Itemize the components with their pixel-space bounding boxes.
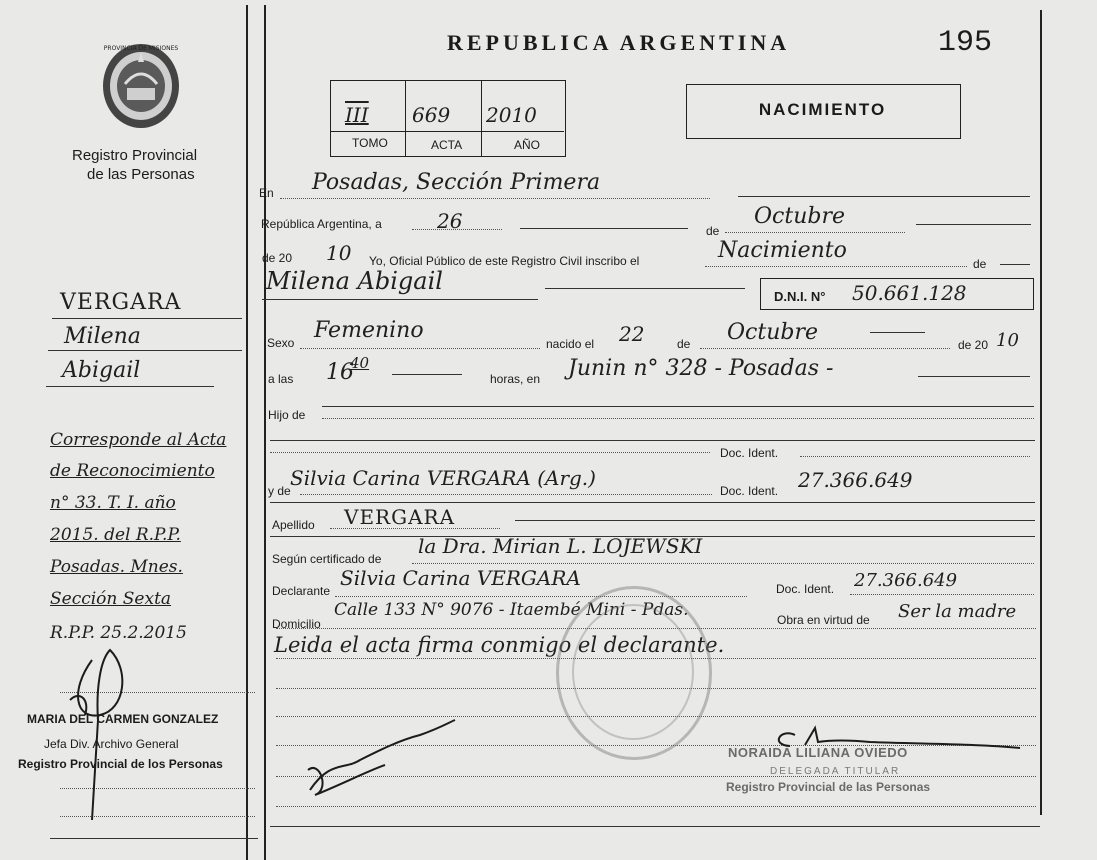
label-docident3: Doc. Ident. [776,582,835,596]
label-de: de [706,224,720,238]
value-place: Posadas, Sección Primera [312,170,601,195]
value-year: 10 [326,241,352,265]
acta-label: ACTA [431,138,463,152]
label-domicilio: Domicilio [272,617,321,631]
seal-text: PROVINCIA DE MISIONES [103,45,179,52]
value-inscribe: Nacimiento [718,238,847,263]
value-madre: Silvia Carina VERGARA (Arg.) [290,466,596,490]
officer-signature-icon [779,728,1020,748]
declarant-signature-icon [308,720,455,795]
registry-name-line2: de las Personas [87,166,195,183]
margin-note-line: R.P.P. 25.2.2015 [50,623,187,643]
label-de20: de 20 [262,251,293,265]
value-madre-doc: 27.366.649 [798,468,913,492]
value-domicilio: Calle 133 N° 9076 - Itaembé Mini - Pdas. [334,600,689,620]
tomo-value: III [345,103,369,127]
value-month: Octubre [754,204,845,229]
value-dni: 50.661.128 [852,281,967,305]
value-leida: Leida el acta firma conmigo el declarante. [274,633,725,657]
label-docident1: Doc. Ident. [720,446,779,460]
registry-name-line1: Registro Provincial [72,147,198,164]
margin-signature-icon [70,650,122,820]
margin-official-name: MARIA DEL CARMEN GONZALEZ [27,712,219,726]
label-hijo: Hijo de [268,408,306,422]
margin-note-line: Posadas. Mnes. [50,557,183,577]
officer-title: DELEGADA TITULAR [770,766,901,777]
value-day: 26 [437,209,463,233]
acta-value: 669 [412,103,451,127]
label-sexo: Sexo [267,336,295,350]
label-de-b: de [973,257,987,271]
value-declarante-doc: 27.366.649 [854,570,958,591]
anio-label: AÑO [514,138,541,152]
margin-note-line: de Reconocimiento [50,461,215,481]
tomo-label: TOMO [352,136,388,150]
value-lugar: Junin n° 328 - Posadas - [568,356,834,381]
margin-note-line: 2015. del R.P.P. [50,525,181,545]
value-obra: Ser la madre [898,601,1017,622]
anio-value: 2010 [486,103,537,127]
label-obra: Obra en virtud de [777,613,870,627]
label-de201: de 20 [958,338,989,352]
margin-note-line: n° 33. T. I. año [50,493,176,513]
value-apellido: VERGARA [344,505,456,529]
value-min: 40 [350,354,370,372]
document-type: NACIMIENTO [758,100,887,119]
label-en: En [259,186,274,200]
label-apellido: Apellido [272,518,315,532]
label-dni: D.N.I. N° [774,289,826,304]
label-alas: a las [268,372,294,386]
label-docident2: Doc. Ident. [720,484,779,498]
margin-official-org: Registro Provincial de los Personas [18,757,223,771]
officer-name: NORAIDA LILIANA OVIEDO [728,745,908,760]
value-fullname: Milena Abigail [266,267,443,295]
label-oficial: Yo, Oficial Público de este Registro Civil inscribo el [369,254,640,268]
margin-surname: VERGARA [60,290,182,315]
margin-official-title: Jefa Div. Archivo General [44,737,179,751]
margin-note-line: Corresponde al Acta [50,430,227,450]
margin-name1: Milena [64,324,141,349]
label-yde: y de [268,484,291,498]
label-republica: República Argentina, a [261,217,382,231]
value-certificado: la Dra. Mirian L. LOJEWSKI [418,534,703,558]
value-hora: 16 [326,360,354,385]
value-birth-day: 22 [619,322,645,346]
margin-note-line: Sección Sexta [50,589,172,609]
label-nacido: nacido el [546,337,595,351]
officer-org: Registro Provincial de las Personas [726,780,931,794]
value-declarante: Silvia Carina VERGARA [340,566,581,590]
value-birth-year: 10 [996,330,1019,351]
value-sexo: Femenino [314,318,424,343]
margin-name2: Abigail [62,358,141,383]
value-birth-month: Octubre [727,320,818,345]
label-declarante: Declarante [272,584,331,598]
label-de-c: de [677,337,691,351]
country-title: REPUBLICA ARGENTINA [447,30,791,55]
label-horas: horas, en [490,372,541,386]
page-number: 195 [938,26,993,60]
label-certificado: Según certificado de [272,552,382,566]
